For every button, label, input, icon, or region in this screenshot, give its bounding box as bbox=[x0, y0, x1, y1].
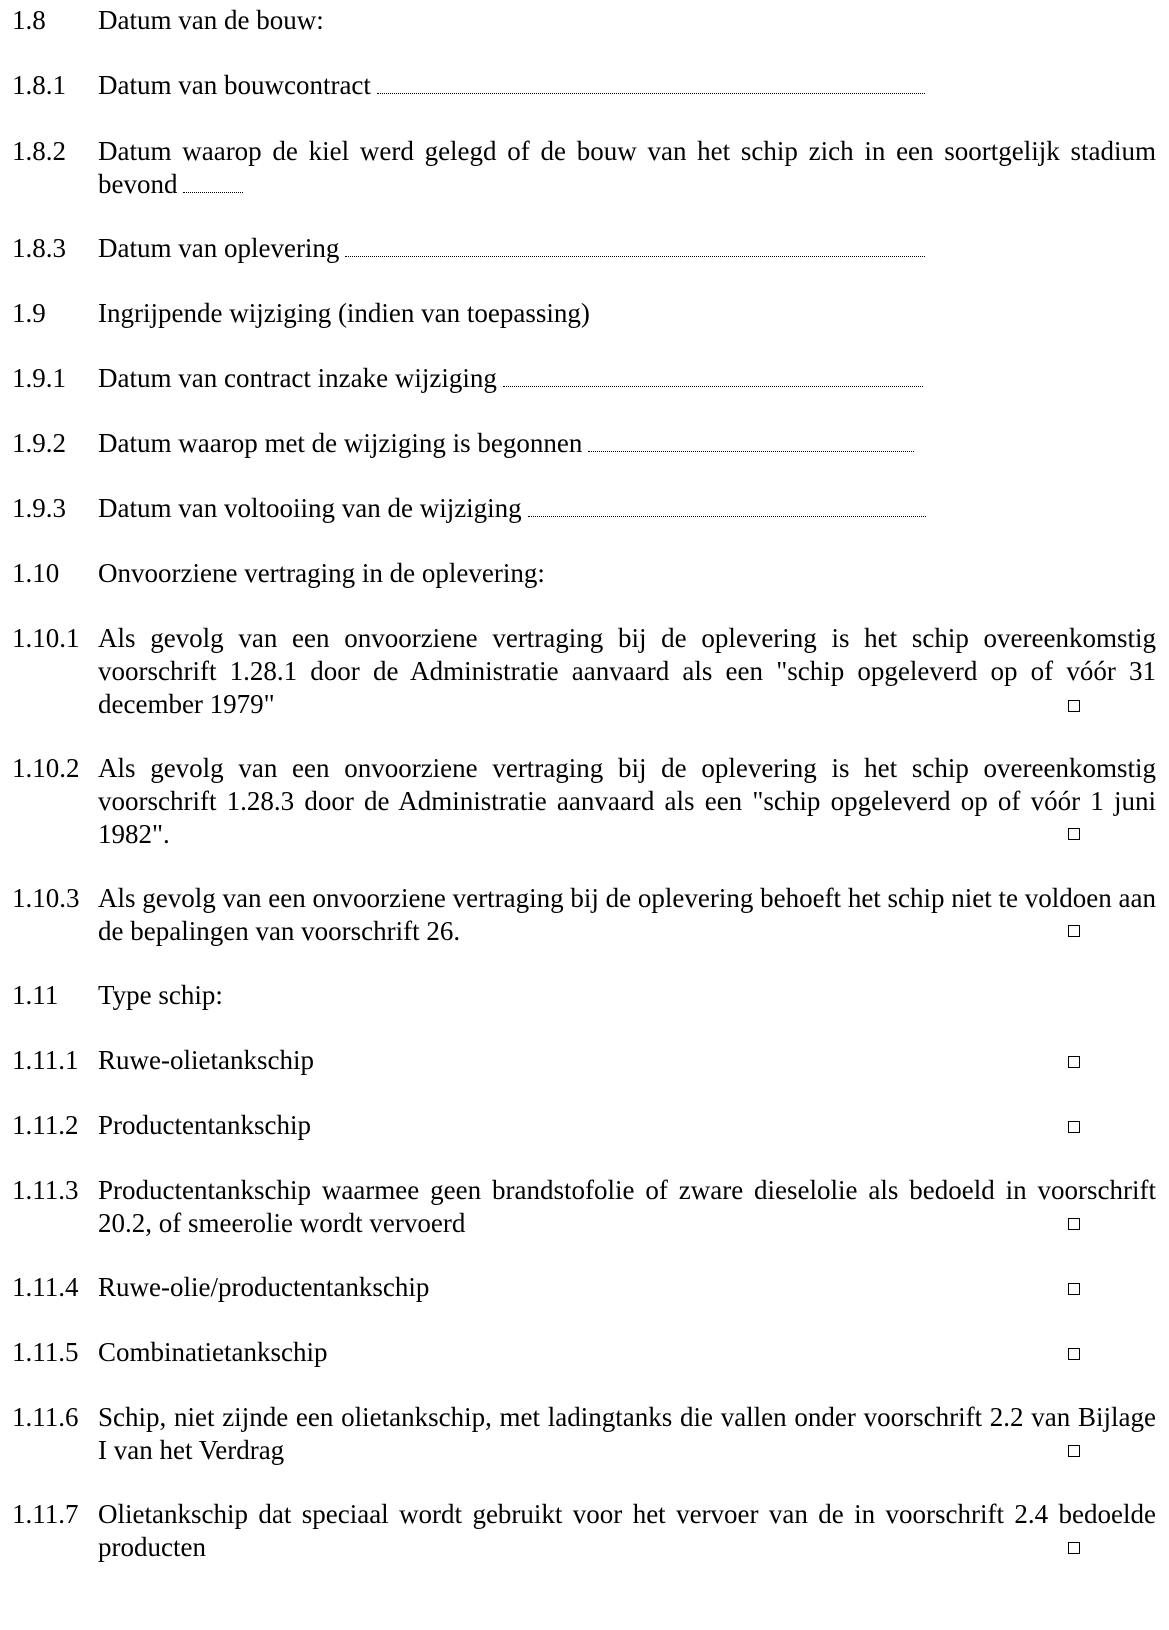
item-text: Datum van de bouw: bbox=[98, 5, 324, 35]
item-text: Ruwe-olietankschip bbox=[98, 1045, 314, 1075]
checkbox[interactable] bbox=[1068, 1121, 1080, 1133]
item-number: 1.11.6 bbox=[12, 1402, 79, 1432]
item-text: Productentankschip bbox=[98, 1110, 311, 1140]
checkbox[interactable] bbox=[1068, 1348, 1080, 1360]
field-label: Datum waarop de kiel werd gelegd of de bouw van het schip zich in een soortgelijk stadium bevond bbox=[98, 136, 1156, 199]
item-number: 1.8.3 bbox=[12, 233, 66, 263]
field-label: Datum van oplevering bbox=[98, 233, 340, 263]
checkbox-row-1-11-3 bbox=[0, 1174, 1160, 1240]
item-number: 1.11 bbox=[12, 980, 59, 1010]
checkbox-row-1-11-1 bbox=[0, 1044, 1160, 1077]
checkbox-row-1-10-1 bbox=[0, 622, 1160, 721]
field-row-1-8-1 bbox=[0, 69, 1160, 102]
field-row-1-9-2 bbox=[0, 427, 1160, 460]
checkbox-row-1-10-2 bbox=[0, 752, 1160, 851]
item-text: Combinatietankschip bbox=[98, 1337, 328, 1367]
section-heading-1-8 bbox=[0, 4, 1160, 37]
checkbox-row-1-11-5 bbox=[0, 1336, 1160, 1369]
item-number: 1.10.3 bbox=[12, 883, 80, 913]
checkbox-row-1-11-7 bbox=[0, 1498, 1160, 1564]
item-text: Schip, niet zijnde een olietankschip, met ladingtanks die vallen onder voorschrift 2.2 van Bijlage I van het Verdrag bbox=[98, 1402, 1156, 1465]
item-number: 1.9.1 bbox=[12, 363, 66, 393]
checkbox-row-1-11-6 bbox=[0, 1401, 1160, 1467]
item-number: 1.11.2 bbox=[12, 1110, 79, 1140]
item-number: 1.10.1 bbox=[12, 623, 80, 653]
item-number: 1.9.3 bbox=[12, 493, 66, 523]
field-row-1-9-3 bbox=[0, 492, 1160, 525]
item-text: Ruwe-olie/productentankschip bbox=[98, 1272, 430, 1302]
item-number: 1.11.5 bbox=[12, 1337, 79, 1367]
fill-in-line[interactable] bbox=[183, 190, 243, 193]
section-heading-1-10 bbox=[0, 557, 1160, 590]
item-text: Als gevolg van een onvoorziene vertraging bij de oplevering is het schip overeenkomstig voorschrift 1.28.3 door de Administratie aanvaard als een "schip opgeleverd op of vóór 1 juni 1982". bbox=[98, 753, 1156, 849]
checkbox[interactable] bbox=[1068, 925, 1080, 937]
checkbox[interactable] bbox=[1068, 1542, 1080, 1554]
fill-in-line[interactable] bbox=[503, 384, 923, 387]
item-text: Olietankschip dat speciaal wordt gebruikt voor het vervoer van de in voorschrift 2.4 bedoelde producten bbox=[98, 1499, 1156, 1562]
field-label: Datum van bouwcontract bbox=[98, 70, 371, 100]
checkbox-row-1-10-3 bbox=[0, 882, 1160, 948]
item-number: 1.11.1 bbox=[12, 1045, 79, 1075]
item-text: Type schip: bbox=[98, 980, 223, 1010]
fill-in-line[interactable] bbox=[345, 254, 925, 257]
field-row-1-8-2 bbox=[0, 135, 1160, 201]
fill-in-line[interactable] bbox=[528, 514, 926, 517]
checkbox[interactable] bbox=[1068, 1056, 1080, 1068]
checkbox[interactable] bbox=[1068, 828, 1080, 840]
item-number: 1.11.7 bbox=[12, 1499, 79, 1529]
item-text: Ingrijpende wijziging (indien van toepassing) bbox=[98, 298, 590, 328]
field-label: Datum van contract inzake wijziging bbox=[98, 363, 497, 393]
item-text: Als gevolg van een onvoorziene vertraging bij de oplevering behoeft het schip niet te voldoen aan de bepalingen van voorschrift 26. bbox=[98, 883, 1156, 946]
field-row-1-8-3 bbox=[0, 232, 1160, 265]
fill-in-line[interactable] bbox=[588, 449, 914, 452]
item-number: 1.11.4 bbox=[12, 1272, 79, 1302]
fill-in-line[interactable] bbox=[377, 91, 925, 94]
item-number: 1.8.1 bbox=[12, 70, 66, 100]
item-number: 1.11.3 bbox=[12, 1175, 79, 1205]
item-number: 1.10.2 bbox=[12, 753, 80, 783]
checkbox[interactable] bbox=[1068, 1283, 1080, 1295]
item-number: 1.9 bbox=[12, 298, 46, 328]
item-number: 1.8.2 bbox=[12, 136, 66, 166]
checkbox[interactable] bbox=[1068, 700, 1080, 712]
checkbox-row-1-11-2 bbox=[0, 1109, 1160, 1142]
section-heading-1-9 bbox=[0, 297, 1160, 330]
field-row-1-9-1 bbox=[0, 362, 1160, 395]
field-label: Datum van voltooiing van de wijziging bbox=[98, 493, 522, 523]
checkbox-row-1-11-4 bbox=[0, 1271, 1160, 1304]
section-heading-1-11 bbox=[0, 979, 1160, 1012]
item-number: 1.9.2 bbox=[12, 428, 66, 458]
item-number: 1.10 bbox=[12, 558, 60, 588]
item-text: Onvoorziene vertraging in de oplevering: bbox=[98, 558, 545, 588]
item-text: Als gevolg van een onvoorziene vertraging bij de oplevering is het schip overeenkomstig voorschrift 1.28.1 door de Administratie aanvaard als een "schip opgeleverd op of vóór 31 december 1979" bbox=[98, 623, 1156, 719]
item-number: 1.8 bbox=[12, 5, 46, 35]
checkbox[interactable] bbox=[1068, 1445, 1080, 1457]
item-text: Productentankschip waarmee geen brandstofolie of zware dieselolie als bedoeld in voorschrift 20.2, of smeerolie wordt vervoerd bbox=[98, 1175, 1156, 1238]
checkbox[interactable] bbox=[1068, 1218, 1080, 1230]
field-label: Datum waarop met de wijziging is begonnen bbox=[98, 428, 583, 458]
